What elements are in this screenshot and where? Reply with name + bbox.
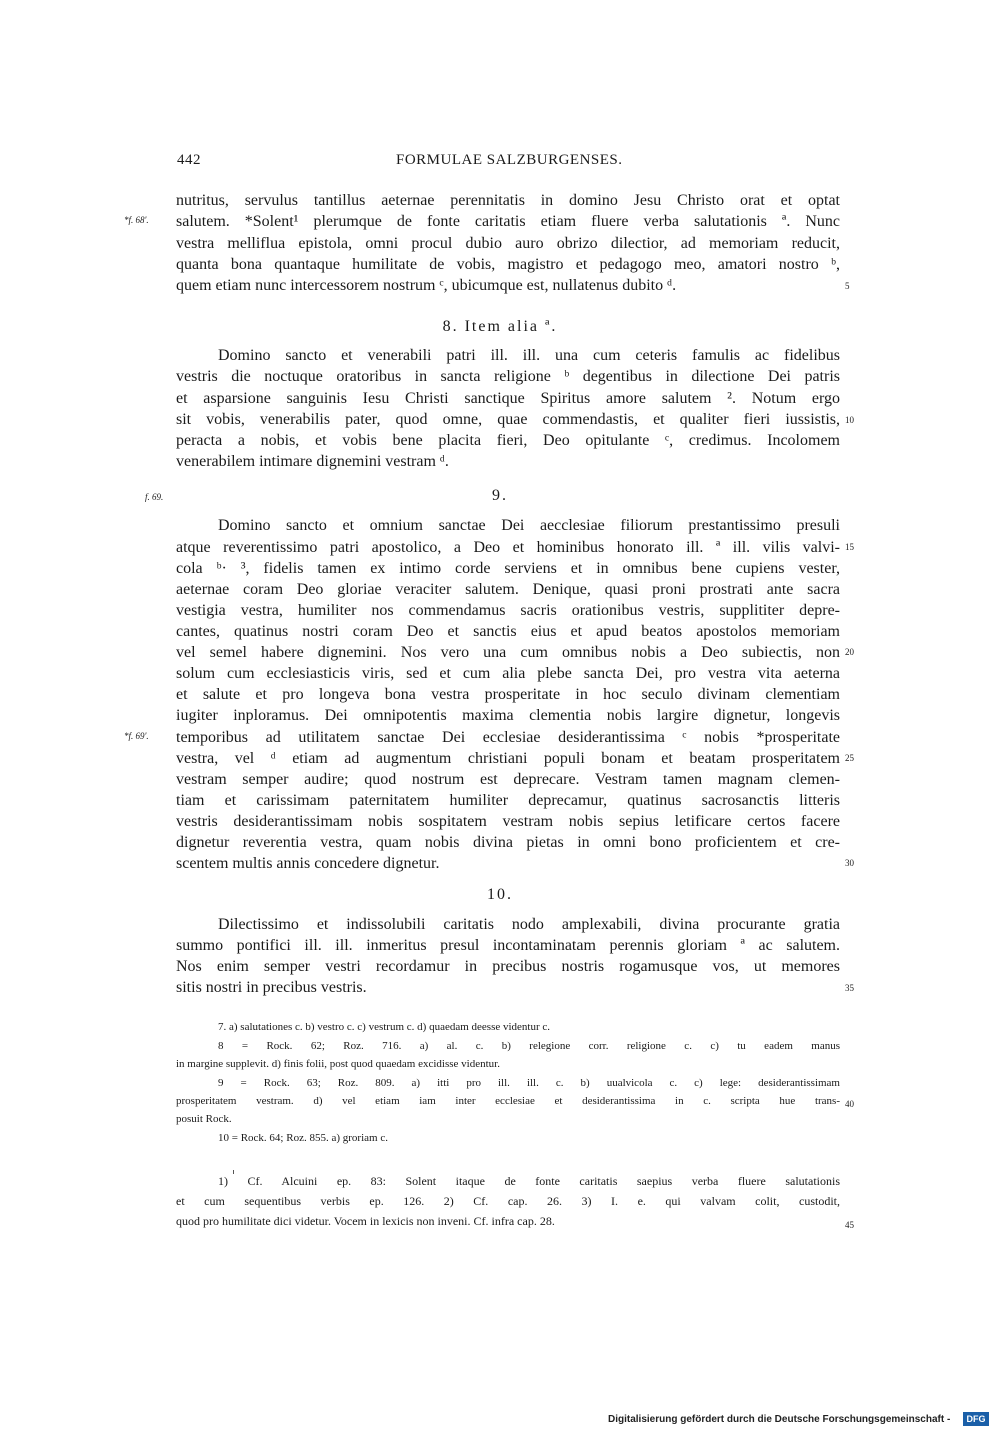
margin-folio-note: *f. 69'. [124, 731, 149, 741]
margin-folio-note: *f. 68'. [124, 215, 149, 225]
text-line: vestigia vestra, humiliter nos commendamus sacris orationibus vestris, supplititer depre- [176, 602, 840, 619]
text-line: iugiter inploramus. Dei omnipotentis maxima clementia nobis largire dignetur, longevis [176, 707, 840, 724]
text-line: Nos enim semper vestri recordamur in precibus nostris rogamusque vos, ut memores [176, 958, 840, 975]
apparatus-line: prosperitatem vestram. d) vel etiam iam inter ecclesiae et desiderantissima in c. scripta hue trans- [176, 1095, 840, 1107]
text-line: salutem. *Solent¹ plerumque de fonte caritatis etiam fluere verba salutationis ª. Nunc [176, 213, 840, 230]
text-line: vestris desiderantissimam nobis sospitatem vestram nobis sepius letificare certos facere [176, 813, 840, 830]
text-line: Dilectissimo et indissolubili caritatis nodo amplexabili, divina procurante gratia [218, 916, 840, 933]
line-number: 5 [845, 281, 850, 291]
text-line: et asparsione sanguinis Iesu Christi sanctique Spiritus amore salutem ². Notum ergo [176, 390, 840, 407]
footnote-line: 1) Cf. Alcuini ep. 83: Solent itaque de fonte caritatis saepius verba fluere salutationis [218, 1174, 840, 1188]
text-line: solum cum ecclesiasticis viris, sed et cum alia plebe sancta Dei, pro vestra vita aeterna [176, 665, 840, 682]
text-line: vestra melliflua epistola, omni procul dubio auro obrizo dilectior, ad memoriam reducit, [176, 235, 840, 252]
text-line: vestram semper audire; quod nostrum est deprecare. Vestram tamen magnam clemen- [176, 771, 840, 788]
text-line: nutritus, servulus tantillus aeternae perennitatis in domino Jesu Christo orat et optat [176, 192, 840, 209]
text-line: et salute et pro longeva bona vestra prosperitate in hoc seculo divinam clementiam [176, 686, 840, 703]
text-line: Domino sancto et omnium sanctae Dei aecclesiae filiorum prestantissimo presuli [218, 517, 840, 534]
text-line: tiam et carissimam paternitatem humiliter deprecamur, quatinus sacrosanctis litteris [176, 792, 840, 809]
text-line: sitis nostri in precibus vestris. [176, 979, 367, 996]
apparatus-line: 9 = Rock. 63; Roz. 809. a) itti pro ill. ill. c. b) uualvicola c. c) lege: desiderantissimam [218, 1077, 840, 1089]
text-line: aeternae coram Deo gloriae veraciter salutem. Denique, quasi proni prostrati ante sacra [176, 581, 840, 598]
text-line: vel semel habere dignemini. Nos vero una cum omnibus nobis a Deo subiectis, non [176, 644, 840, 661]
text-line: peracta a nobis, et vobis bene placita fieri, Deo opitulante ᶜ, credimus. Incolomem [176, 432, 840, 449]
page-number: 442 [177, 152, 201, 168]
text-line: cola ᵇ· ³, fidelis tamen ex intimo corde serviens et in omnibus bene cupiens vester, [176, 560, 840, 577]
line-number: 20 [845, 647, 854, 657]
section-heading-10: 10. [487, 886, 513, 903]
text-line: quanta bona quantaque humilitate de vobis, magistro et pedagogo meo, amatori nostro ᵇ, [176, 256, 840, 273]
section-heading-8: 8. Item alia ª. [442, 318, 558, 335]
text-line: Domino sancto et venerabili patri ill. ill. una cum ceteris famulis ac fidelibus [218, 347, 840, 364]
apparatus-line: 7. a) salutationes c. b) vestro c. c) vestrum c. d) quaedam deesse videntur c. [218, 1021, 551, 1033]
running-title: FORMULAE SALZBURGENSES. [396, 152, 623, 168]
text-line: sit vobis, venerabilis pater, quod omne, quae commendastis, et qualiter fieri iussistis, [176, 411, 840, 428]
text-line: temporibus ad utilitatem sanctae Dei ecclesiae desiderantissima ᶜ nobis *prosperitate [176, 729, 840, 746]
footnote-line: quod pro humilitate dici videtur. Vocem in lexicis non inveni. Cf. infra cap. 28. [176, 1214, 555, 1228]
text-line: cantes, quatinus nostri coram Deo et sanctis eius et apud beatos apostolos memoriam [176, 623, 840, 640]
apparatus-line: 8 = Rock. 62; Roz. 716. a) al. c. b) relegione corr. religione c. c) tu eadem manus [218, 1040, 840, 1052]
line-number: 10 [845, 415, 854, 425]
footnote-line: et cum sequentibus verbis ep. 126. 2) Cf. cap. 26. 3) I. e. qui valvam colit, custodit, [176, 1194, 840, 1208]
dfg-logo: DFG [963, 1412, 989, 1426]
text-line: atque reverentissimo patri apostolico, a Deo et hominibus honorato ill. ª ill. vilis valvi- [176, 539, 840, 556]
text-line: venerabilem intimare dignemini vestram ᵈ. [176, 453, 449, 470]
line-number: 45 [845, 1220, 854, 1230]
text-line: scentem multis annis concedere dignetur. [176, 855, 440, 872]
text-line: dignetur reverentia vestra, quam nobis divina pietas in omni bono proficientem et cre- [176, 834, 840, 851]
apparatus-line: 10 = Rock. 64; Roz. 855. a) groriam c. [218, 1132, 388, 1144]
apparatus-line: in margine supplevit. d) finis folii, post quod quaedam excidisse videntur. [176, 1058, 500, 1070]
line-number: 35 [845, 983, 854, 993]
margin-folio-note: f. 69. [145, 492, 164, 502]
line-number: 25 [845, 753, 854, 763]
apparatus-line: posuit Rock. [176, 1113, 232, 1125]
section-heading-9: 9. [492, 487, 508, 504]
line-number: 15 [845, 542, 854, 552]
line-number: 40 [845, 1099, 854, 1109]
text-line: vestris die noctuque oratoribus in sancta religione ᵇ degentibus in dilectione Dei patris [176, 368, 840, 385]
line-number: 30 [845, 858, 854, 868]
text-line: vestra, vel ᵈ etiam ad augmentum christiani populi bonam et beatam prosperitatem [176, 750, 840, 767]
text-line: quem etiam nunc intercessorem nostrum ᶜ, ubicumque est, nullatenus dubito ᵈ. [176, 277, 677, 294]
digitization-credit: Digitalisierung gefördert durch die Deutsche Forschungsgemeinschaft - [608, 1414, 951, 1425]
text-line: summo pontifici ill. ill. inmeritus presul incontaminatam perennis gloriam ª ac salutem. [176, 937, 840, 954]
